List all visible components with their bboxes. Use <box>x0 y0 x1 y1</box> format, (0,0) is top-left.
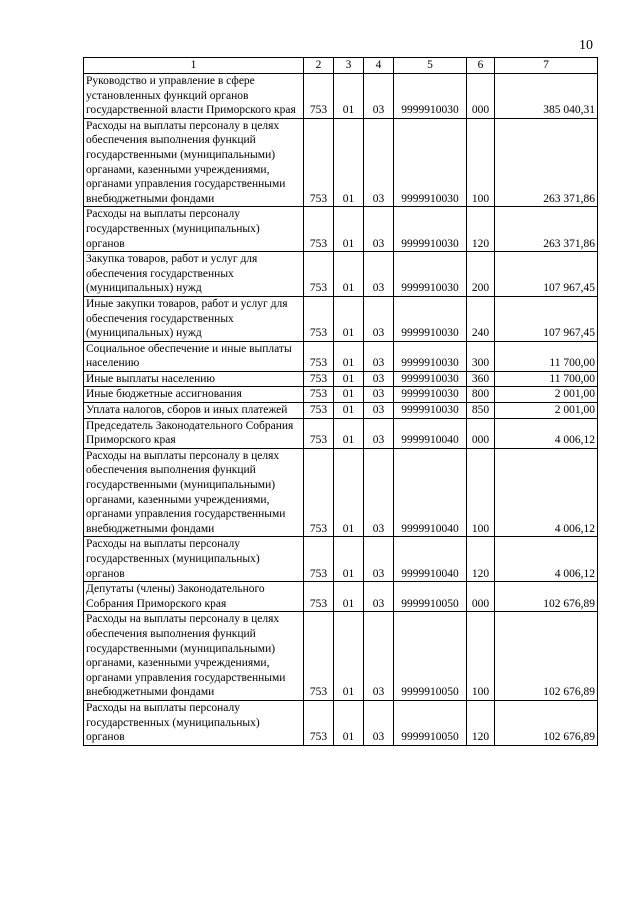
amount: 107 967,45 <box>495 296 598 341</box>
section-code: 01 <box>334 537 364 582</box>
amount: 385 040,31 <box>495 74 598 119</box>
section-code: 01 <box>334 403 364 419</box>
ministry-code: 753 <box>304 341 334 371</box>
table-row <box>84 387 598 403</box>
item-name: Руководство и управление в сфере установленных функций органов государственной власти Приморского края <box>84 74 304 119</box>
target-article-code: 9999910030 <box>394 387 467 403</box>
section-code: 01 <box>334 118 364 207</box>
ministry-code: 753 <box>304 387 334 403</box>
column-header: 1 <box>84 58 304 74</box>
ministry-code: 753 <box>304 403 334 419</box>
amount: 2 001,00 <box>495 387 598 403</box>
item-name: Иные выплаты населению <box>84 371 304 387</box>
target-article-code: 9999910040 <box>394 537 467 582</box>
expense-type-code: 000 <box>467 74 495 119</box>
target-article-code: 9999910040 <box>394 418 467 448</box>
table-row <box>84 118 598 207</box>
item-name: Расходы на выплаты персоналу в целях обеспечения выполнения функций государственными (муниципальными) органами, казенными учреждениями, органами управления государственными внебюджетными фондами <box>84 448 304 537</box>
ministry-code: 753 <box>304 448 334 537</box>
subsection-code: 03 <box>364 403 394 419</box>
expense-type-code: 100 <box>467 118 495 207</box>
ministry-code: 753 <box>304 582 334 612</box>
ministry-code: 753 <box>304 371 334 387</box>
amount: 263 371,86 <box>495 118 598 207</box>
section-code: 01 <box>334 207 364 252</box>
table-row <box>84 207 598 252</box>
item-name: Расходы на выплаты персоналу государственных (муниципальных) органов <box>84 207 304 252</box>
ministry-code: 753 <box>304 537 334 582</box>
subsection-code: 03 <box>364 118 394 207</box>
item-name: Уплата налогов, сборов и иных платежей <box>84 403 304 419</box>
table-row <box>84 371 598 387</box>
expense-type-code: 200 <box>467 252 495 297</box>
table-row <box>84 252 598 297</box>
column-header: 6 <box>467 58 495 74</box>
amount: 2 001,00 <box>495 403 598 419</box>
subsection-code: 03 <box>364 448 394 537</box>
target-article-code: 9999910050 <box>394 700 467 745</box>
table-row <box>84 418 598 448</box>
item-name: Расходы на выплаты персоналу в целях обеспечения выполнения функций государственными (муниципальными) органами, казенными учреждениями, органами управления государственными внебюджетными фондами <box>84 612 304 701</box>
target-article-code: 9999910030 <box>394 207 467 252</box>
ministry-code: 753 <box>304 612 334 701</box>
target-article-code: 9999910040 <box>394 448 467 537</box>
expense-type-code: 100 <box>467 612 495 701</box>
ministry-code: 753 <box>304 207 334 252</box>
item-name: Председатель Законодательного Собрания Приморского края <box>84 418 304 448</box>
section-code: 01 <box>334 418 364 448</box>
expense-type-code: 800 <box>467 387 495 403</box>
item-name: Иные закупки товаров, работ и услуг для обеспечения государственных (муниципальных) нужд <box>84 296 304 341</box>
expense-type-code: 120 <box>467 207 495 252</box>
target-article-code: 9999910030 <box>394 371 467 387</box>
section-code: 01 <box>334 341 364 371</box>
section-code: 01 <box>334 448 364 537</box>
amount: 263 371,86 <box>495 207 598 252</box>
expense-type-code: 120 <box>467 537 495 582</box>
amount: 107 967,45 <box>495 252 598 297</box>
item-name: Иные бюджетные ассигнования <box>84 387 304 403</box>
target-article-code: 9999910030 <box>394 296 467 341</box>
target-article-code: 9999910030 <box>394 403 467 419</box>
expense-type-code: 000 <box>467 582 495 612</box>
page-number: 10 <box>579 38 593 53</box>
ministry-code: 753 <box>304 296 334 341</box>
column-header: 3 <box>334 58 364 74</box>
table-row <box>84 296 598 341</box>
table-row <box>84 612 598 701</box>
ministry-code: 753 <box>304 700 334 745</box>
subsection-code: 03 <box>364 207 394 252</box>
section-code: 01 <box>334 582 364 612</box>
subsection-code: 03 <box>364 700 394 745</box>
section-code: 01 <box>334 296 364 341</box>
expense-type-code: 850 <box>467 403 495 419</box>
expense-type-code: 240 <box>467 296 495 341</box>
section-code: 01 <box>334 387 364 403</box>
ministry-code: 753 <box>304 252 334 297</box>
amount: 11 700,00 <box>495 371 598 387</box>
subsection-code: 03 <box>364 418 394 448</box>
amount: 11 700,00 <box>495 341 598 371</box>
section-code: 01 <box>334 74 364 119</box>
subsection-code: 03 <box>364 612 394 701</box>
subsection-code: 03 <box>364 341 394 371</box>
target-article-code: 9999910050 <box>394 612 467 701</box>
item-name: Расходы на выплаты персоналу государственных (муниципальных) органов <box>84 700 304 745</box>
column-header: 5 <box>394 58 467 74</box>
target-article-code: 9999910030 <box>394 74 467 119</box>
subsection-code: 03 <box>364 296 394 341</box>
column-header: 2 <box>304 58 334 74</box>
amount: 4 006,12 <box>495 448 598 537</box>
expense-type-code: 120 <box>467 700 495 745</box>
amount: 4 006,12 <box>495 418 598 448</box>
subsection-code: 03 <box>364 387 394 403</box>
expense-type-code: 000 <box>467 418 495 448</box>
expense-type-code: 300 <box>467 341 495 371</box>
target-article-code: 9999910050 <box>394 582 467 612</box>
table-row <box>84 341 598 371</box>
subsection-code: 03 <box>364 582 394 612</box>
subsection-code: 03 <box>364 252 394 297</box>
column-header: 4 <box>364 58 394 74</box>
table-row <box>84 582 598 612</box>
target-article-code: 9999910030 <box>394 252 467 297</box>
target-article-code: 9999910030 <box>394 341 467 371</box>
ministry-code: 753 <box>304 74 334 119</box>
section-code: 01 <box>334 252 364 297</box>
table-body <box>84 74 598 746</box>
amount: 102 676,89 <box>495 582 598 612</box>
budget-table <box>83 57 598 746</box>
table-row <box>84 448 598 537</box>
table-header-row <box>84 58 598 74</box>
section-code: 01 <box>334 700 364 745</box>
table-row <box>84 403 598 419</box>
ministry-code: 753 <box>304 418 334 448</box>
table-row <box>84 537 598 582</box>
item-name: Социальное обеспечение и иные выплаты населению <box>84 341 304 371</box>
subsection-code: 03 <box>364 537 394 582</box>
section-code: 01 <box>334 371 364 387</box>
target-article-code: 9999910030 <box>394 118 467 207</box>
expense-type-code: 360 <box>467 371 495 387</box>
subsection-code: 03 <box>364 371 394 387</box>
item-name: Расходы на выплаты персоналу государственных (муниципальных) органов <box>84 537 304 582</box>
column-header: 7 <box>495 58 598 74</box>
item-name: Закупка товаров, работ и услуг для обеспечения государственных (муниципальных) нужд <box>84 252 304 297</box>
item-name: Расходы на выплаты персоналу в целях обеспечения выполнения функций государственными (муниципальными) органами, казенными учреждениями, органами управления государственными внебюджетными фондами <box>84 118 304 207</box>
table-row <box>84 74 598 119</box>
amount: 4 006,12 <box>495 537 598 582</box>
table-row <box>84 700 598 745</box>
amount: 102 676,89 <box>495 700 598 745</box>
item-name: Депутаты (члены) Законодательного Собрания Приморского края <box>84 582 304 612</box>
expense-type-code: 100 <box>467 448 495 537</box>
ministry-code: 753 <box>304 118 334 207</box>
subsection-code: 03 <box>364 74 394 119</box>
section-code: 01 <box>334 612 364 701</box>
amount: 102 676,89 <box>495 612 598 701</box>
